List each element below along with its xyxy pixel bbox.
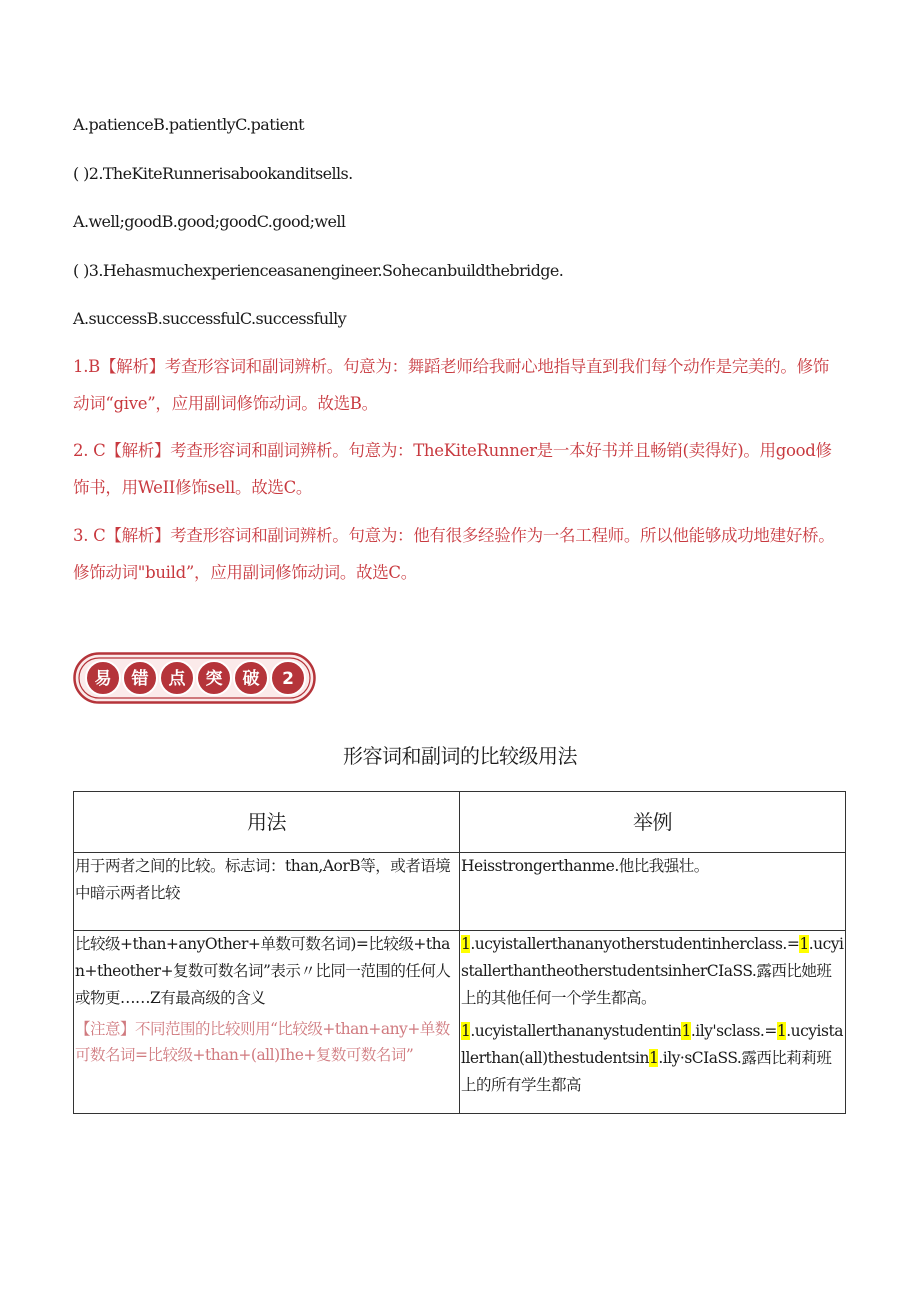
highlight-mark: 1	[681, 1022, 691, 1040]
example-text: .ucyistallerthananystudentin	[470, 1022, 682, 1040]
table-row	[74, 853, 846, 931]
section-badge	[73, 652, 316, 704]
example-text: .ucyistallerthananyotherstudentinherclass.=	[470, 935, 800, 953]
highlight-mark: 1	[776, 1022, 787, 1040]
answer-1: 1.B【解析】考查形容词和副词辨析。句意为：舞蹈老师给我耐心地指导直到我们每个动作是完美的。修饰动词“give”，应用副词修饰动词。故选B。	[73, 357, 829, 413]
badge-char-1: 易	[94, 669, 112, 689]
example-text: .ily·sCIaSS.露西比莉莉班上的所有学生都高	[461, 1049, 832, 1094]
highlight-mark: 1	[799, 935, 809, 953]
row2-example	[460, 931, 846, 1114]
badge-char-4: 突	[205, 669, 223, 689]
comparison-table	[73, 791, 846, 1114]
answer-2: 2. C【解析】考查形容词和副词辨析。句意为：TheKiteRunner是一本好书并且畅销(卖得好)。用good修饰书，用WeII修饰sell。故选C。	[73, 441, 832, 497]
q2-options: A.well;goodB.good;goodC.good;well	[73, 212, 346, 231]
row2-usage-text: 比较级+than+anyOther+单数可数名词)=比较级+than+theother+复数可数名词”表示〃比同一范围的任何人或物更……Z有最高级的含义	[75, 935, 451, 1007]
badge-char-3: 点	[168, 669, 186, 689]
header-usage: 用法	[74, 792, 460, 853]
highlight-mark: 1	[648, 1049, 659, 1067]
q2-stem: ( )2.TheKiteRunnerisabookanditsells.	[73, 164, 353, 183]
example-text: .ucyistallerthan(all)thestudentsin	[461, 1022, 843, 1067]
q3-options: A.successB.successfulC.successfully	[73, 309, 347, 328]
section-title: 形容词和副词的比较级用法	[343, 744, 577, 768]
table-header-row	[74, 792, 846, 853]
row1-example: Heisstrongerthanme.他比我强壮。	[460, 853, 846, 931]
row1-usage: 用于两者之间的比较。标志词：than,AorB等，或者语境中暗示两者比较	[74, 853, 460, 931]
example-text: .ucyistallerthantheotherstudentsinherCIaSS.露西比她班上的其他任何一个学生都高。	[461, 935, 844, 1007]
row2-example-2	[461, 1018, 844, 1099]
q1-options: A.patienceB.patientlyC.patient	[73, 115, 304, 134]
row2-example-1	[461, 931, 844, 1012]
row2-note: 【注意】不同范围的比较则用“比较级+than+any+单数可数名词=比较级+than+(all)Ihe+复数可数名词”	[75, 1020, 450, 1064]
badge-char-2: 错	[131, 669, 149, 689]
example-text: .ily'sclass.=	[690, 1022, 777, 1040]
badge-char-5: 破	[242, 669, 260, 689]
highlight-mark: 1	[461, 935, 471, 953]
answer-3: 3. C【解析】考查形容词和副词辨析。句意为：他有很多经验作为一名工程师。所以他能够成功地建好桥。修饰动词"build”，应用副词修饰动词。故选C。	[73, 526, 835, 582]
badge-char-6: 2	[282, 669, 294, 689]
header-example: 举例	[460, 792, 846, 853]
highlight-mark: 1	[461, 1022, 471, 1040]
table-row	[74, 931, 846, 1114]
q3-stem: ( )3.Hehasmuchexperienceasanengineer.Sohecanbuildthebridge.	[73, 261, 564, 280]
row2-usage	[74, 931, 460, 1114]
